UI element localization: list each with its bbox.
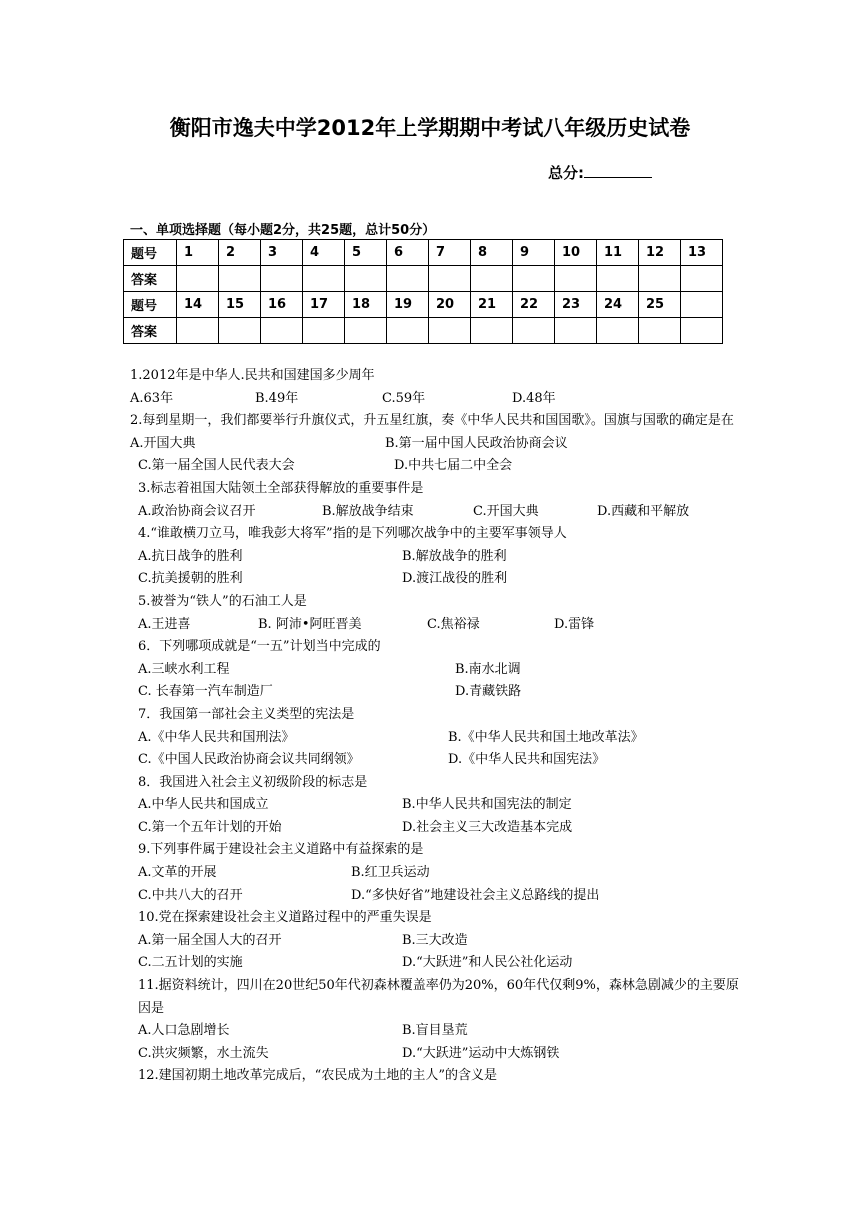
option-b[interactable]: B. 阿沛•阿旺晋美 (258, 616, 362, 632)
option-c[interactable]: C.焦裕禄 (427, 616, 480, 632)
option-d[interactable]: D.青藏铁路 (455, 684, 522, 700)
table-row (124, 318, 723, 344)
answer-cell[interactable] (345, 318, 387, 344)
option-b[interactable]: B.三大改造 (402, 932, 468, 948)
table-row (124, 266, 723, 292)
answer-cell[interactable] (387, 266, 429, 292)
option-row (130, 794, 740, 817)
option-row (130, 614, 740, 637)
answer-cell[interactable] (261, 318, 303, 344)
question-stem: 2.每到星期一，我们都要举行升旗仪式，升五星红旗，奏《中华人民共和国国歌》。国旗与国歌的确定是在 (130, 413, 734, 429)
option-c[interactable]: C.第一届全国人民代表大会 (138, 458, 295, 474)
option-b[interactable]: B.第一届中国人民政治协商会议 (385, 435, 568, 451)
question-stem: 7．我国第一部社会主义类型的宪法是 (138, 706, 355, 722)
question-stem: 9.下列事件属于建设社会主义道路中有益探索的是 (138, 842, 424, 858)
answer-table (123, 239, 723, 344)
question-stem: 8．我国进入社会主义初级阶段的标志是 (138, 774, 368, 790)
answer-cell[interactable] (555, 266, 597, 292)
option-a[interactable]: A.三峡水利工程 (138, 661, 230, 677)
answer-cell[interactable] (513, 318, 555, 344)
question-number: 8 (471, 240, 513, 266)
question-number: 11 (597, 240, 639, 266)
question-number: 13 (681, 240, 723, 266)
option-a[interactable]: A.中华人民共和国成立 (138, 797, 269, 813)
option-d[interactable]: D.“大跃进”运动中大炼钢铁 (402, 1045, 560, 1061)
option-d[interactable]: D.中共七届二中全会 (394, 458, 513, 474)
option-b[interactable]: B.49年 (255, 390, 299, 406)
option-row (130, 930, 740, 953)
section-heading: 一、单项选择题（每小题2分，共25题，总计50分） (130, 223, 436, 238)
option-a[interactable]: A.第一届全国人大的召开 (138, 932, 282, 948)
answer-cell[interactable] (471, 318, 513, 344)
option-c[interactable]: C.中共八大的召开 (138, 887, 243, 903)
answer-cell[interactable] (471, 266, 513, 292)
option-b[interactable]: B.盲目垦荒 (402, 1023, 468, 1039)
answer-cell[interactable] (219, 266, 261, 292)
table-row (124, 240, 723, 266)
question-number: 4 (303, 240, 345, 266)
row-label: 答案 (124, 266, 177, 292)
question-number: 2 (219, 240, 261, 266)
option-row (130, 817, 740, 840)
answer-cell[interactable] (639, 266, 681, 292)
question-number: 22 (513, 292, 555, 318)
question-list (130, 365, 740, 1088)
question-stem: 5.被誉为“铁人”的石油工人是 (138, 593, 307, 609)
option-c[interactable]: C.二五计划的实施 (138, 955, 243, 971)
total-score (548, 162, 652, 183)
question-number: 21 (471, 292, 513, 318)
question-number: 6 (387, 240, 429, 266)
option-row (130, 568, 740, 591)
option-c[interactable]: C. 长春第一汽车制造厂 (138, 684, 273, 700)
option-d[interactable]: D.社会主义三大改造基本完成 (402, 819, 573, 835)
option-b[interactable]: B.中华人民共和国宪法的制定 (402, 797, 572, 813)
option-d[interactable]: D.渡江战役的胜利 (402, 571, 508, 587)
question-number: 17 (303, 292, 345, 318)
option-c[interactable]: C.《中国人民政治协商会议共同纲领》 (138, 752, 360, 768)
option-d[interactable]: D.“多快好省”地建设社会主义总路线的提出 (351, 887, 600, 903)
answer-cell[interactable] (429, 266, 471, 292)
option-a[interactable]: A.《中华人民共和国刑法》 (138, 729, 295, 745)
table-row (124, 292, 723, 318)
question-number: 1 (177, 240, 219, 266)
option-b[interactable]: B.解放战争的胜利 (402, 548, 507, 564)
answer-cell[interactable] (513, 266, 555, 292)
answer-cell[interactable] (387, 318, 429, 344)
answer-cell[interactable] (597, 266, 639, 292)
option-row (130, 659, 740, 682)
option-a[interactable]: A.63年 (130, 390, 174, 406)
option-d[interactable]: D.“大跃进”和人民公社化运动 (402, 955, 573, 971)
option-row (130, 501, 740, 524)
answer-cell[interactable] (555, 318, 597, 344)
option-row (130, 885, 740, 908)
option-row (130, 455, 740, 478)
row-label: 答案 (124, 318, 177, 344)
page-title: 衡阳市逸夫中学2012年上学期期中考试八年级历史试卷 (169, 116, 691, 140)
answer-cell[interactable] (681, 318, 723, 344)
option-a[interactable]: A.政治协商会议召开 (138, 503, 256, 519)
question-number: 10 (555, 240, 597, 266)
option-b[interactable]: B.红卫兵运动 (351, 865, 430, 881)
score-blank[interactable] (584, 163, 652, 178)
question-number: 7 (429, 240, 471, 266)
option-row (130, 727, 740, 750)
option-row (130, 952, 740, 975)
answer-cell[interactable] (639, 318, 681, 344)
answer-cell[interactable] (177, 318, 219, 344)
option-row (130, 749, 740, 772)
option-a[interactable]: A.文革的开展 (138, 865, 217, 881)
question-number: 3 (261, 240, 303, 266)
option-row (130, 546, 740, 569)
question-stem: 12.建国初期土地改革完成后，“农民成为土地的主人”的含义是 (138, 1068, 497, 1084)
question-number (681, 292, 723, 318)
answer-cell[interactable] (219, 318, 261, 344)
option-c[interactable]: C.第一个五年计划的开始 (138, 819, 282, 835)
option-d[interactable]: D.《中华人民共和国宪法》 (448, 752, 606, 768)
option-a[interactable]: A.开国大典 (130, 435, 196, 451)
question-number: 23 (555, 292, 597, 318)
question-stem: 4.“谁敢横刀立马，唯我彭大将军”指的是下列哪次战争中的主要军事领导人 (138, 526, 567, 542)
option-b[interactable]: B.南水北调 (455, 661, 521, 677)
answer-cell[interactable] (261, 266, 303, 292)
row-label: 题号 (124, 240, 177, 266)
answer-cell[interactable] (303, 266, 345, 292)
question-number: 19 (387, 292, 429, 318)
question-number: 20 (429, 292, 471, 318)
answer-cell[interactable] (345, 266, 387, 292)
answer-cell[interactable] (303, 318, 345, 344)
option-a[interactable]: A.抗日战争的胜利 (138, 548, 243, 564)
option-b[interactable]: B.解放战争结束 (322, 503, 414, 519)
question-number: 25 (639, 292, 681, 318)
option-a[interactable]: A.人口急剧增长 (138, 1023, 230, 1039)
question-stem: 10.党在探索建设社会主义道路过程中的严重失误是 (138, 910, 432, 926)
option-a[interactable]: A.王进喜 (138, 616, 191, 632)
option-c[interactable]: C.开国大典 (473, 503, 539, 519)
question-number: 15 (219, 292, 261, 318)
answer-cell[interactable] (597, 318, 639, 344)
option-row (130, 1043, 740, 1066)
question-stem: 3.标志着祖国大陆领土全部获得解放的重要事件是 (138, 480, 424, 496)
answer-cell[interactable] (681, 266, 723, 292)
question-number: 16 (261, 292, 303, 318)
question-number: 5 (345, 240, 387, 266)
question-stem: 6．下列哪项成就是“一五”计划当中完成的 (138, 639, 381, 655)
option-row (130, 388, 740, 411)
option-row (130, 1020, 740, 1043)
option-c[interactable]: C.洪灾频繁，水土流失 (138, 1045, 269, 1061)
option-d[interactable]: D.雷锋 (554, 616, 595, 632)
option-row (130, 433, 740, 456)
answer-cell[interactable] (177, 266, 219, 292)
answer-cell[interactable] (429, 318, 471, 344)
question-number: 12 (639, 240, 681, 266)
question-number: 14 (177, 292, 219, 318)
total-score-label: 总分: (548, 164, 584, 182)
option-d[interactable]: D.西藏和平解放 (597, 503, 690, 519)
option-b[interactable]: B.《中华人民共和国土地改革法》 (448, 729, 644, 745)
question-number: 9 (513, 240, 555, 266)
option-d[interactable]: D.48年 (512, 390, 556, 406)
option-c[interactable]: C.抗美援朝的胜利 (138, 571, 243, 587)
row-label: 题号 (124, 292, 177, 318)
question-stem: 1.2012年是中华人.民共和国建国多少周年 (130, 368, 375, 383)
option-row (130, 862, 740, 885)
option-row (130, 681, 740, 704)
question-number: 18 (345, 292, 387, 318)
question-stem: 11.据资料统计，四川在20世纪50年代初森林覆盖率仍为20%，60年代仅剩9%，森林急剧减少的主要原因是 (138, 978, 739, 1016)
question-number: 24 (597, 292, 639, 318)
option-c[interactable]: C.59年 (382, 390, 426, 406)
